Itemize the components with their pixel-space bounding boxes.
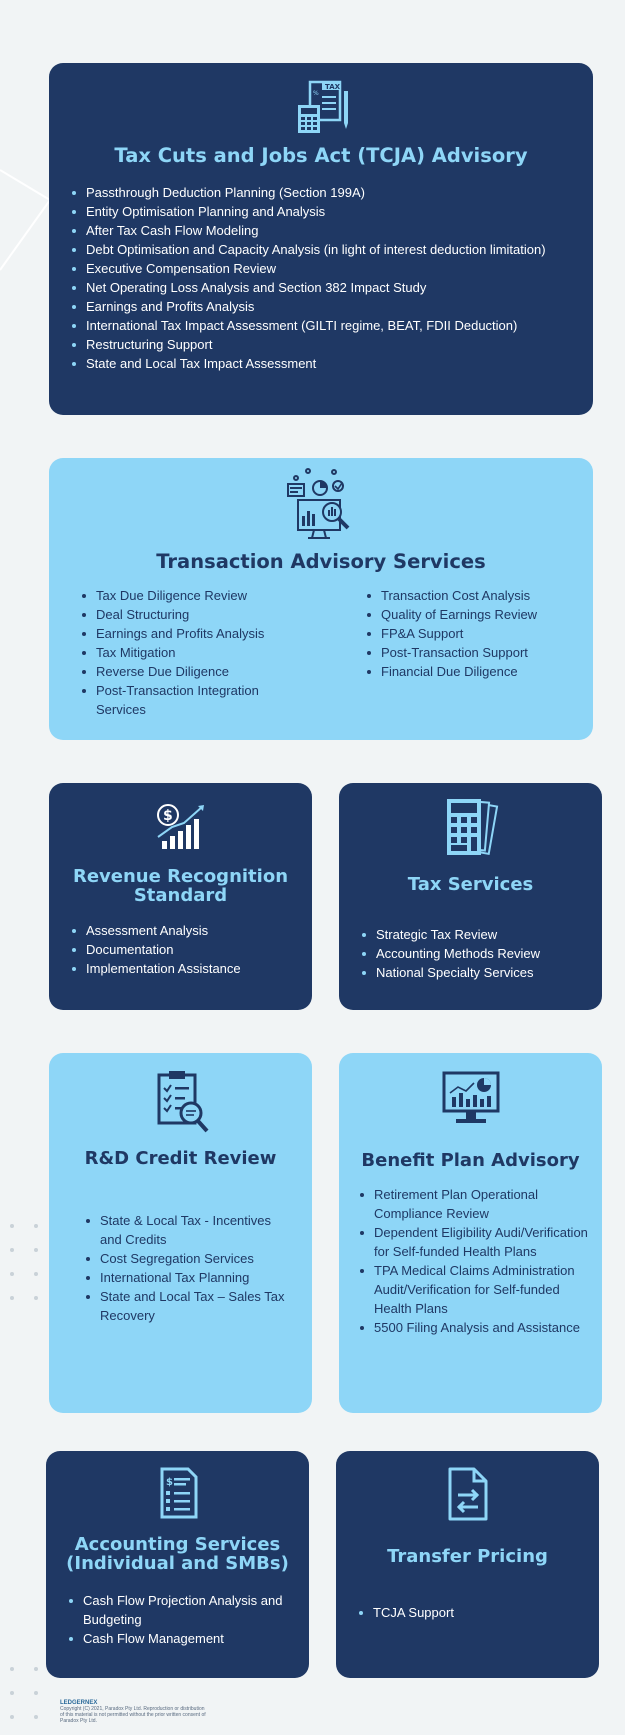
list-item: Entity Optimisation Planning and Analysis	[71, 202, 576, 221]
svg-text:$: $	[162, 808, 173, 824]
revenue-list	[71, 921, 301, 978]
svg-text:TAX: TAX	[325, 83, 341, 91]
accounting-title: Accounting Services (Individual and SMBs)	[66, 1534, 289, 1575]
transaction-list-left	[81, 586, 321, 719]
list-item: Cost Segregation Services	[85, 1249, 290, 1268]
revenue-growth-icon	[154, 803, 208, 851]
benefit-list	[359, 1185, 589, 1337]
footer	[60, 1700, 210, 1724]
monitor-chart-icon	[440, 1069, 502, 1129]
transfer-title: Transfer Pricing	[387, 1546, 548, 1567]
list-item: TPA Medical Claims Administration Audit/Verification for Self-funded Health Plans	[359, 1261, 589, 1318]
tcja-list	[71, 183, 576, 373]
revenue-title: Revenue Recognition Standard	[72, 866, 289, 907]
tax-document-icon	[288, 79, 354, 137]
list-item: Restructuring Support	[71, 335, 576, 354]
decorative-dots	[8, 1222, 48, 1302]
list-item: Assessment Analysis	[71, 921, 301, 940]
transaction-list-right	[366, 586, 581, 681]
svg-text:%: %	[313, 90, 319, 97]
list-item: Earnings and Profits Analysis	[81, 624, 321, 643]
list-item: Earnings and Profits Analysis	[71, 297, 576, 316]
list-item: International Tax Impact Assessment (GILTI regime, BEAT, FDII Deduction)	[71, 316, 576, 335]
list-item: Quality of Earnings Review	[366, 605, 581, 624]
list-item: 5500 Filing Analysis and Assistance	[359, 1318, 589, 1337]
list-item: FP&A Support	[366, 624, 581, 643]
list-item: Tax Mitigation	[81, 643, 321, 662]
footer-copyright: Copyright (C) 2021, Paradox Pty Ltd. Reproduction or distribution of this material is not permitted without the prior written consent of Paradox Pty Ltd.	[60, 1706, 206, 1724]
list-item: Passthrough Deduction Planning (Section 199A)	[71, 183, 576, 202]
list-item: Reverse Due Diligence	[81, 662, 321, 681]
analytics-dashboard-icon	[276, 466, 366, 546]
transaction-title: Transaction Advisory Services	[156, 550, 486, 573]
tax-services-card	[339, 783, 602, 1010]
list-item: Executive Compensation Review	[71, 259, 576, 278]
list-item: TCJA Support	[358, 1603, 588, 1622]
list-item: International Tax Planning	[85, 1268, 290, 1287]
list-item: Post-Transaction Integration Services	[81, 681, 296, 719]
invoice-list-icon	[156, 1467, 200, 1519]
list-item: Strategic Tax Review	[361, 925, 591, 944]
list-item: Financial Due Diligence	[366, 662, 581, 681]
transfer-card	[336, 1451, 599, 1678]
list-item: State and Local Tax – Sales Tax Recovery	[85, 1287, 290, 1325]
accounting-card	[46, 1451, 309, 1678]
list-item: Post-Transaction Support	[366, 643, 581, 662]
footer-brand: LEDGERNEX	[60, 1700, 98, 1706]
list-item: Transaction Cost Analysis	[366, 586, 581, 605]
tcja-card	[49, 63, 593, 415]
benefit-title: Benefit Plan Advisory	[361, 1150, 580, 1171]
tax-services-title: Tax Services	[407, 874, 534, 895]
document-transfer-icon	[446, 1467, 490, 1521]
list-item: Debt Optimisation and Capacity Analysis (in light of interest deduction limitation)	[71, 240, 576, 259]
tcja-title: Tax Cuts and Jobs Act (TCJA) Advisory	[114, 144, 528, 167]
list-item: Retirement Plan Operational Compliance Review	[359, 1185, 589, 1223]
svg-text:$: $	[165, 1477, 173, 1488]
list-item: National Specialty Services	[361, 963, 591, 982]
rnd-card	[49, 1053, 312, 1413]
list-item: Deal Structuring	[81, 605, 321, 624]
list-item: Implementation Assistance	[71, 959, 301, 978]
transaction-card	[49, 458, 593, 740]
rnd-title: R&D Credit Review	[84, 1148, 277, 1169]
list-item: Documentation	[71, 940, 301, 959]
list-item: Accounting Methods Review	[361, 944, 591, 963]
list-item: Cash Flow Management	[68, 1629, 298, 1648]
revenue-card	[49, 783, 312, 1010]
benefit-card	[339, 1053, 602, 1413]
list-item: Cash Flow Projection Analysis and Budgeting	[68, 1591, 298, 1629]
list-item: Dependent Eligibility Audi/Verification for Self-funded Health Plans	[359, 1223, 589, 1261]
clipboard-checklist-icon	[151, 1069, 211, 1135]
list-item: State & Local Tax - Incentives and Credits	[85, 1211, 290, 1249]
list-item: Tax Due Diligence Review	[81, 586, 321, 605]
tax-services-list	[361, 925, 591, 982]
list-item: After Tax Cash Flow Modeling	[71, 221, 576, 240]
accounting-list	[68, 1591, 298, 1648]
calculator-icon	[439, 797, 503, 859]
transfer-list	[358, 1603, 588, 1622]
rnd-list	[85, 1211, 290, 1325]
list-item: Net Operating Loss Analysis and Section 382 Impact Study	[71, 278, 576, 297]
list-item: State and Local Tax Impact Assessment	[71, 354, 576, 373]
